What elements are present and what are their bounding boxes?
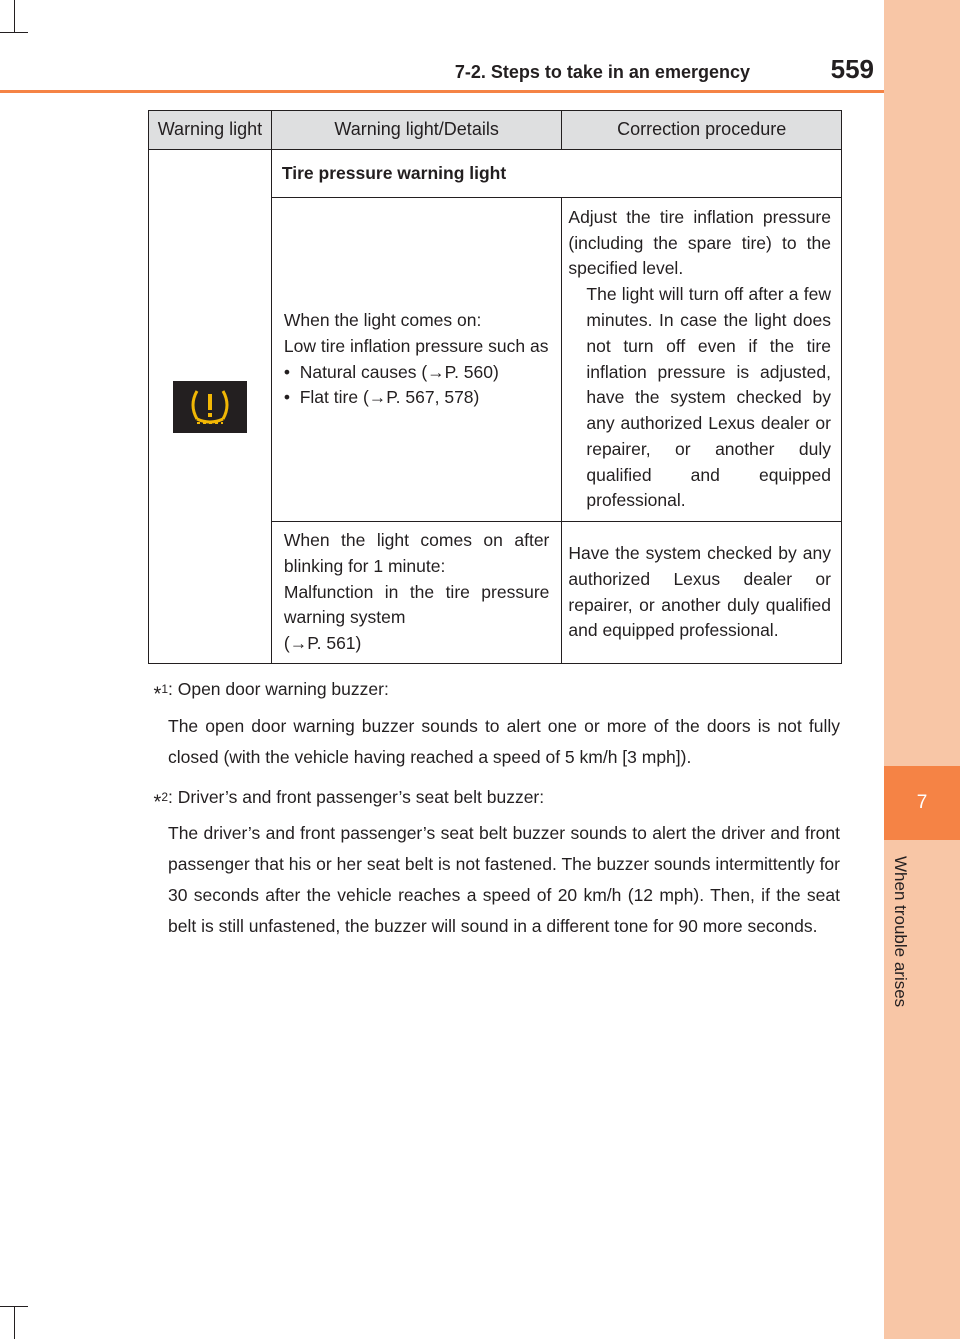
table-section-title: Tire pressure warning light — [271, 150, 841, 198]
table-row — [149, 150, 842, 198]
detail-intro: When the light comes on after blinking for 1 minute: — [283, 530, 550, 576]
detail-cell — [271, 522, 562, 664]
crop-mark — [0, 32, 28, 33]
bullet-text: Natural causes (→P. 560) — [299, 361, 499, 382]
footnote-title: : Open door warning buzzer: — [168, 679, 389, 699]
detail-cell — [271, 198, 562, 522]
tire-pressure-warning-icon — [173, 381, 247, 433]
footnotes — [128, 674, 840, 951]
chapter-tab-strip — [884, 0, 960, 1339]
detail-intro: When the light comes on: — [283, 309, 482, 330]
section-title: 7-2. Steps to take in an emergency — [454, 62, 750, 82]
footnote-title: : Driver’s and front passenger’s seat belt buzzer: — [168, 786, 545, 807]
table-header-cell: Warning light/Details — [271, 111, 562, 150]
footnote-head — [128, 782, 840, 819]
icon-cell — [149, 150, 272, 664]
footnote-mark: *$^2$ — [153, 789, 168, 814]
table-header-row — [149, 111, 842, 150]
chapter-tab-label: When trouble arises — [891, 856, 910, 1008]
bullet-item: • Flat tire (→P. 567, 578) — [283, 387, 480, 408]
footnote-body: The driver’s and front passenger’s seat belt buzzer sounds to alert the driver and front passenger that his or her seat belt is not fastened. The buzzer sounds intermittently for 30 seconds after the vehicle reaches a speed of 20 km/h (12 mph). Then, if the seat belt is still unfastened, the buzzer will sound in a different tone for 90 more seconds. — [168, 823, 840, 937]
table-header-cell: Warning light — [149, 111, 272, 150]
correction-cell — [562, 522, 842, 664]
crop-mark — [14, 0, 15, 32]
correction-text: Adjust the tire inflation pressure (including the spare tire) to the specified level. — [568, 206, 831, 279]
footnote-head — [128, 674, 840, 711]
detail-text: Low tire inflation pressure such as — [283, 335, 549, 356]
warning-light-table — [148, 110, 842, 664]
footnote-2 — [128, 782, 840, 943]
correction-cell — [562, 198, 842, 522]
detail-reference: (→P. 561) — [283, 633, 362, 654]
crop-mark — [14, 1306, 15, 1339]
bullet-item: • Natural causes (→P. 560) — [283, 361, 499, 382]
page-number: 559 — [830, 54, 874, 84]
correction-note: The light will turn off after a few minutes. In case the light does not turn off even if the tire inflation pressure is adjusted, have the system checked by any authorized Lexus dealer or repairer, or another duly qualified and equipped professional. — [586, 284, 831, 511]
header-rule — [0, 90, 884, 93]
footnote-1 — [128, 674, 840, 773]
chapter-number-tab: 7 — [884, 766, 960, 840]
correction-text: Have the system checked by any authorized Lexus dealer or repairer, or another duly qualified and equipped professional. — [568, 542, 831, 641]
detail-text: Malfunction in the tire pressure warning system — [283, 581, 550, 628]
bullet-text: Flat tire (→P. 567, 578) — [299, 387, 480, 408]
table-header-cell: Correction procedure — [562, 111, 842, 150]
footnote-mark: *$^1$ — [153, 682, 168, 706]
footnote-body: The open door warning buzzer sounds to alert one or more of the doors is not fully closed (with the vehicle having reached a speed of 5 km/h [3 mph]). — [168, 715, 840, 767]
